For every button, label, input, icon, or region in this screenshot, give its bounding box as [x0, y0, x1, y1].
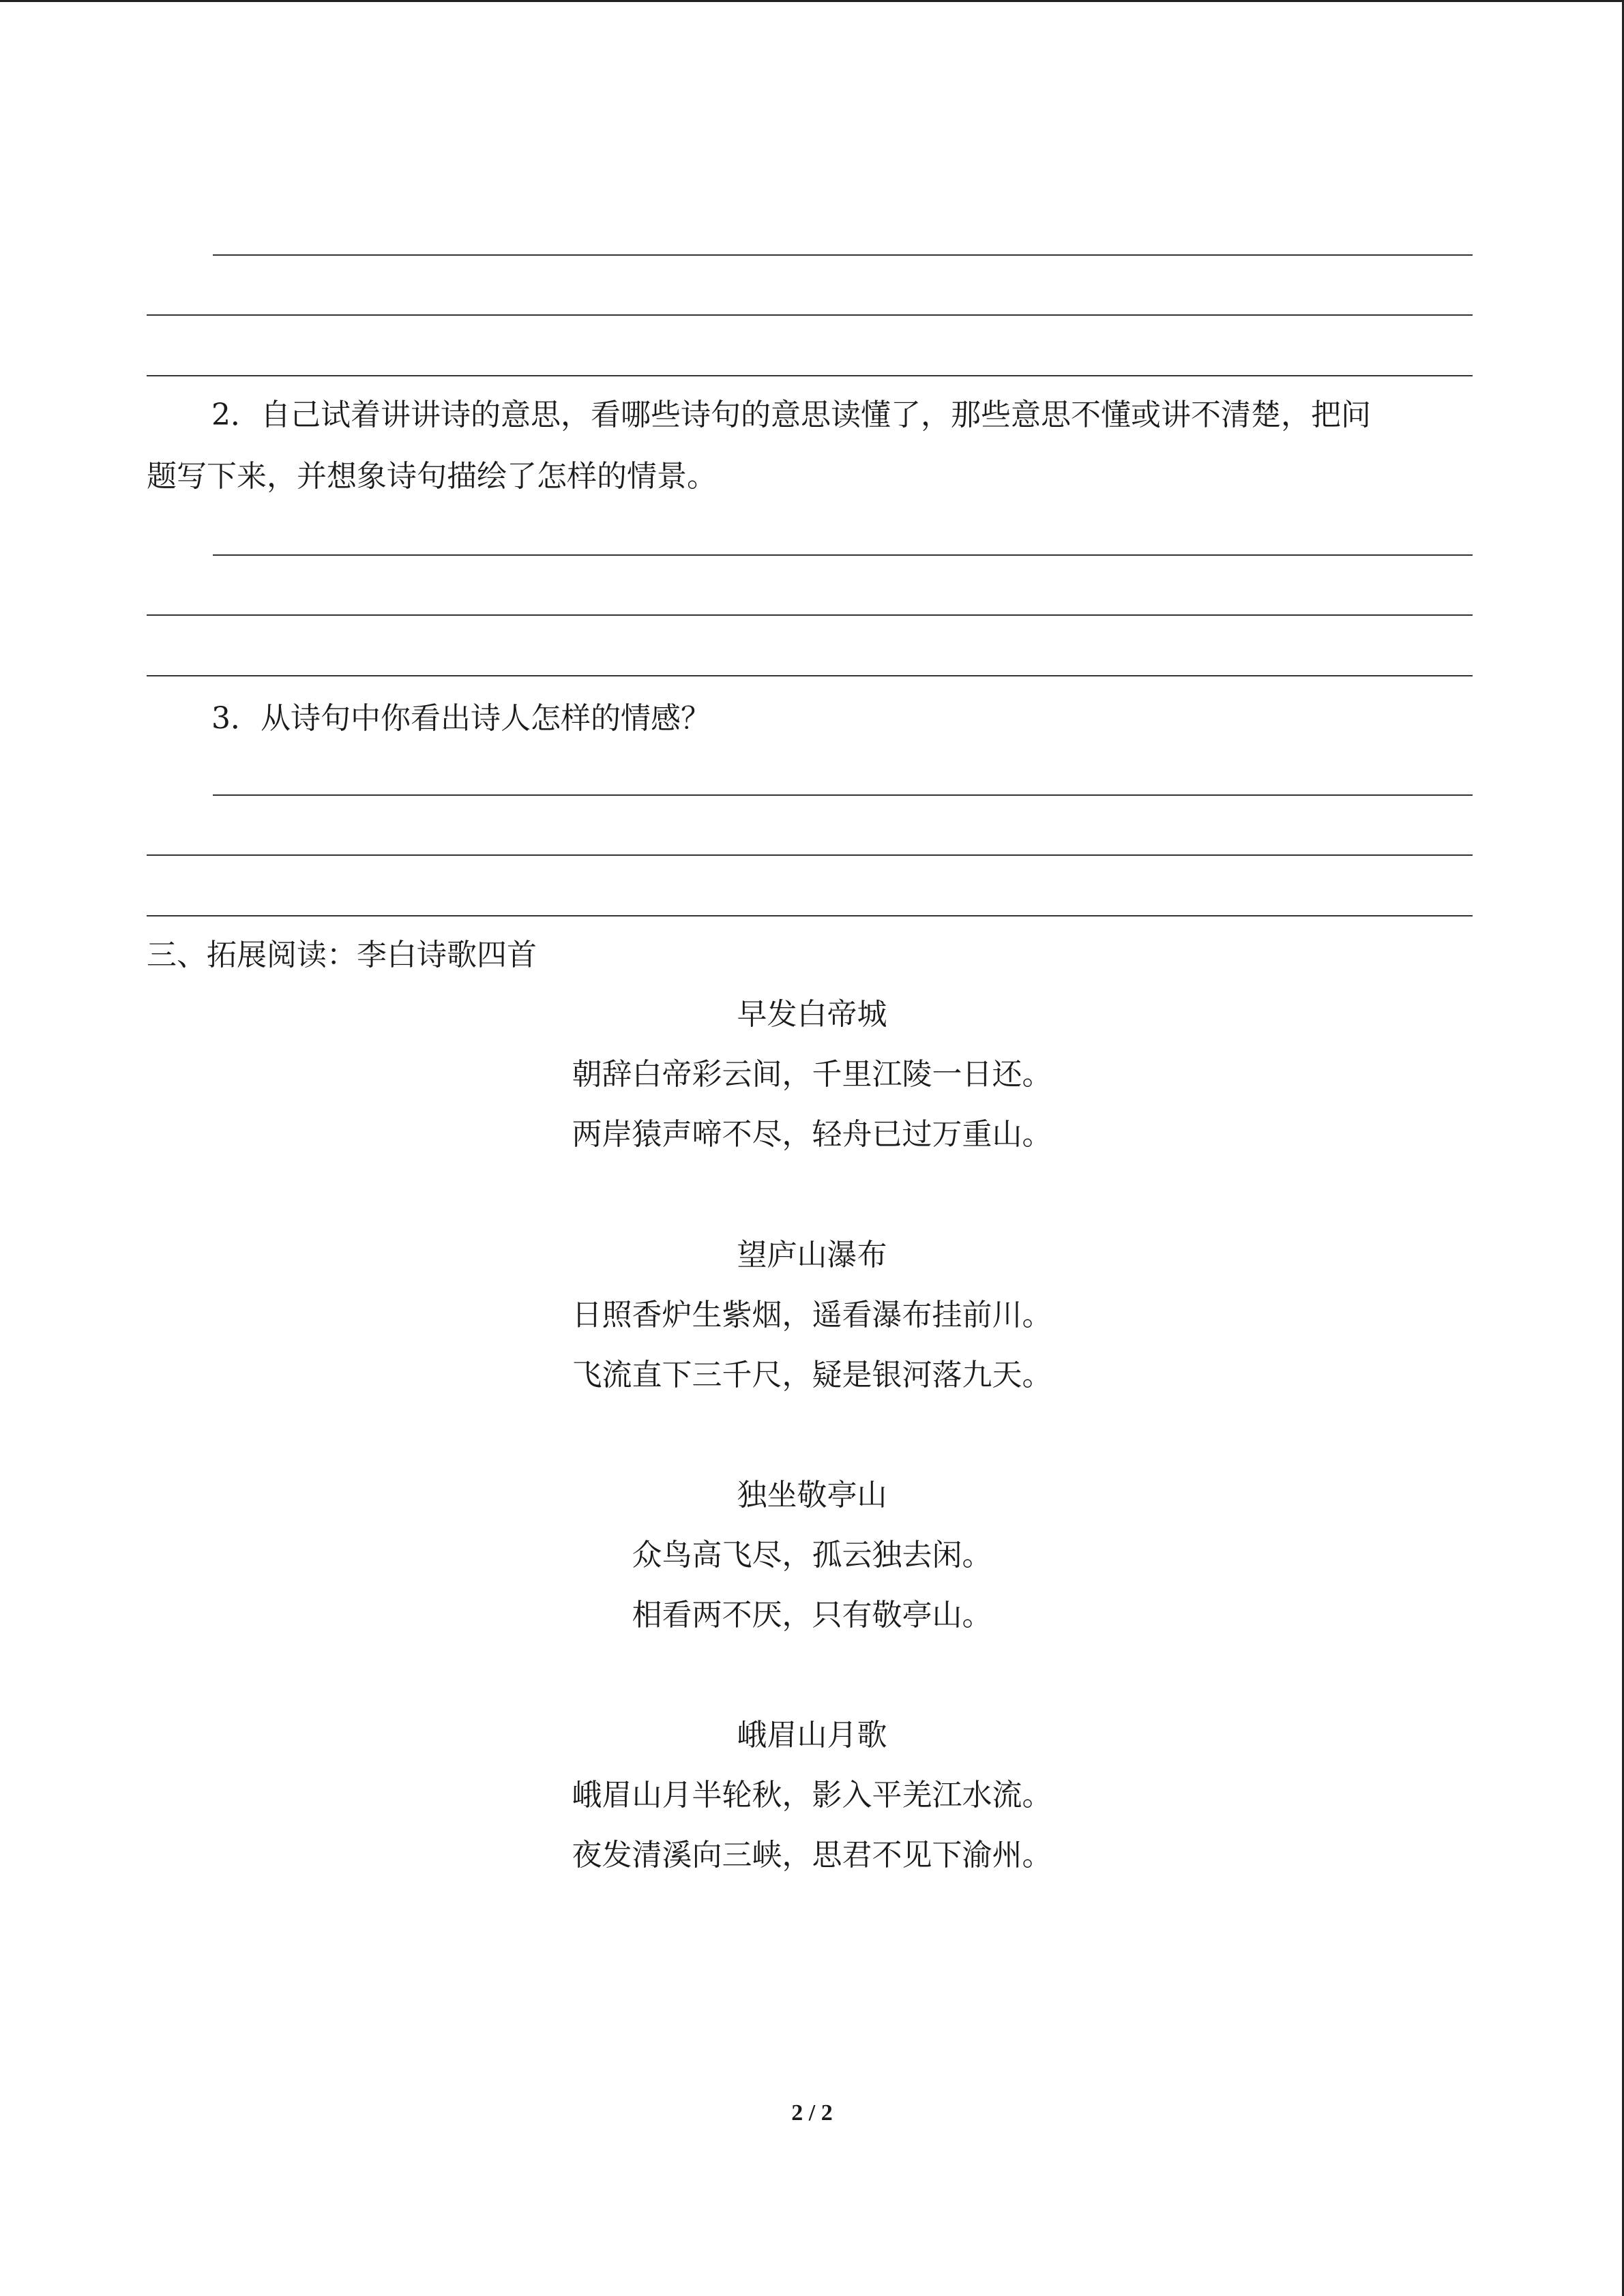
page-number: 2 / 2 — [791, 2100, 833, 2126]
answer-line[interactable] — [147, 854, 1473, 856]
poem-line: 两岸猿声啼不尽，轻舟已过万重山。 — [572, 1117, 1052, 1152]
answer-line[interactable] — [147, 915, 1473, 916]
poem-title: 独坐敬亭山 — [737, 1478, 887, 1512]
poem-line: 峨眉山月半轮秋，影入平羌江水流。 — [572, 1778, 1052, 1813]
section-heading: 三、拓展阅读：李白诗歌四首 — [147, 938, 537, 972]
poem-title: 早发白帝城 — [737, 997, 887, 1032]
poem-line: 日照香炉生紫烟，遥看瀑布挂前川。 — [572, 1298, 1052, 1332]
answer-line[interactable] — [147, 314, 1473, 316]
question-3-text: 3．从诗句中你看出诗人怎样的情感？ — [211, 701, 711, 736]
poem-line: 飞流直下三千尺，疑是银河落九天。 — [572, 1358, 1052, 1392]
answer-line[interactable] — [147, 614, 1473, 616]
answer-line[interactable] — [213, 794, 1473, 796]
poem-line: 夜发清溪向三峡，思君不见下渝州。 — [572, 1838, 1052, 1873]
page-border-top — [0, 0, 1624, 2]
answer-line[interactable] — [147, 675, 1473, 676]
poem-line: 相看两不厌，只有敬亭山。 — [632, 1598, 992, 1632]
answer-line[interactable] — [213, 254, 1473, 256]
poem-title: 望庐山瀑布 — [737, 1238, 887, 1272]
poem-title: 峨眉山月歌 — [737, 1718, 887, 1753]
poem-line: 朝辞白帝彩云间，千里江陵一日还。 — [572, 1057, 1052, 1092]
question-2-text: 2．自己试着讲讲诗的意思，看哪些诗句的意思读懂了，那些意思不懂或讲不清楚，把问 — [211, 398, 1371, 432]
answer-line[interactable] — [147, 375, 1473, 376]
question-2-text-cont: 题写下来，并想象诗句描绘了怎样的情景。 — [147, 459, 717, 494]
answer-line[interactable] — [213, 554, 1473, 556]
poem-line: 众鸟高飞尽，孤云独去闲。 — [632, 1538, 992, 1572]
